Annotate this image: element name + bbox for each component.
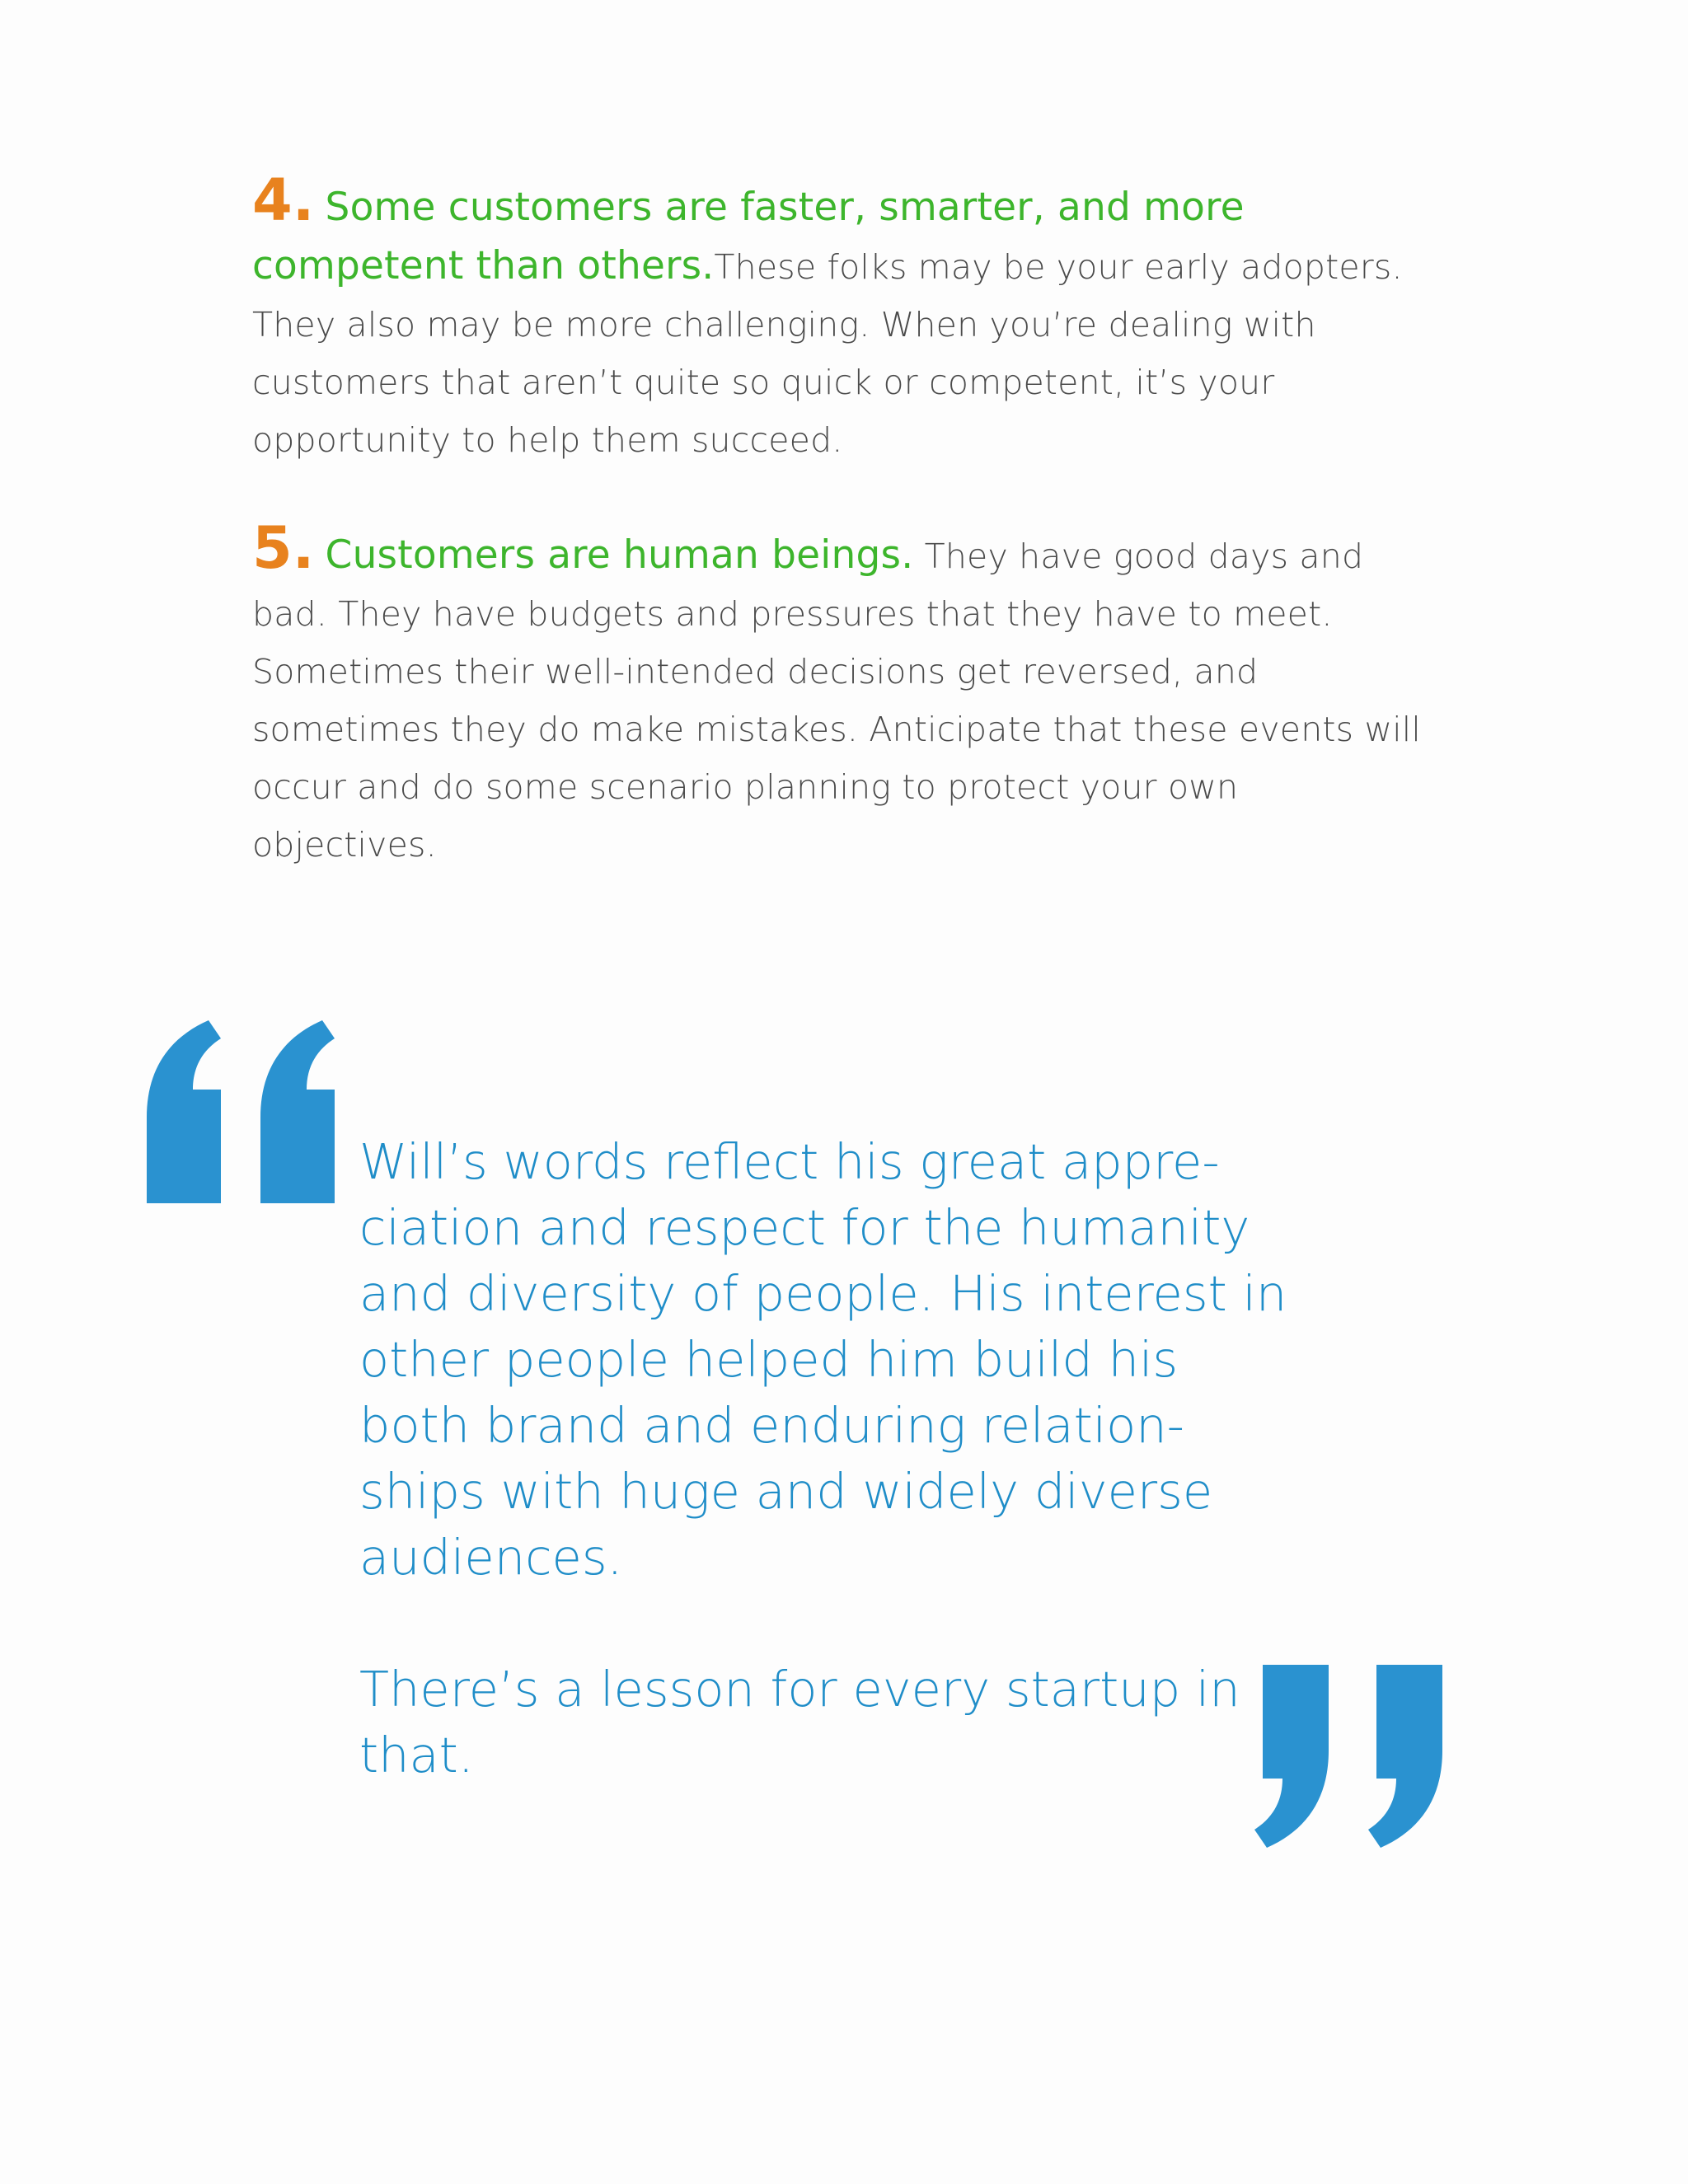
item-number: 4. xyxy=(252,166,315,234)
item-body: These folks may be your early adopters. They also may be more challenging. When you’re dealing with customers that aren’t quite so quick or competent, it’s your opportunity to help them succeed. xyxy=(252,247,1403,460)
item-number: 5. xyxy=(252,514,315,582)
list-item-5 xyxy=(252,514,1423,874)
pull-quote xyxy=(359,1129,1291,1788)
open-quote-icon xyxy=(147,1020,345,1203)
item-lead: Customers are human beings. xyxy=(325,532,914,578)
item-lead: Some customers are faster, smarter, and more competent than others. xyxy=(252,185,1245,288)
close-quote-icon xyxy=(1254,1665,1452,1848)
list-item-4 xyxy=(252,166,1423,469)
item-body: They have good days and bad. They have budgets and pressures that they have to meet. Sometimes their well-intended decisions get reversed, and sometimes they do make mistakes. Anticipate that these events will occur and do some scenario planning to protect your own objectives. xyxy=(252,537,1421,865)
pull-quote-paragraph-1: Will’s words reflect his great appre-ciation and respect for the humanity and diversity of people. His interest in other people helped him build his both brand and enduring relation-ships with huge and widely diverse audiences. xyxy=(359,1133,1287,1586)
pull-quote-paragraph-2: There’s a lesson for every startup in that. xyxy=(359,1661,1240,1783)
